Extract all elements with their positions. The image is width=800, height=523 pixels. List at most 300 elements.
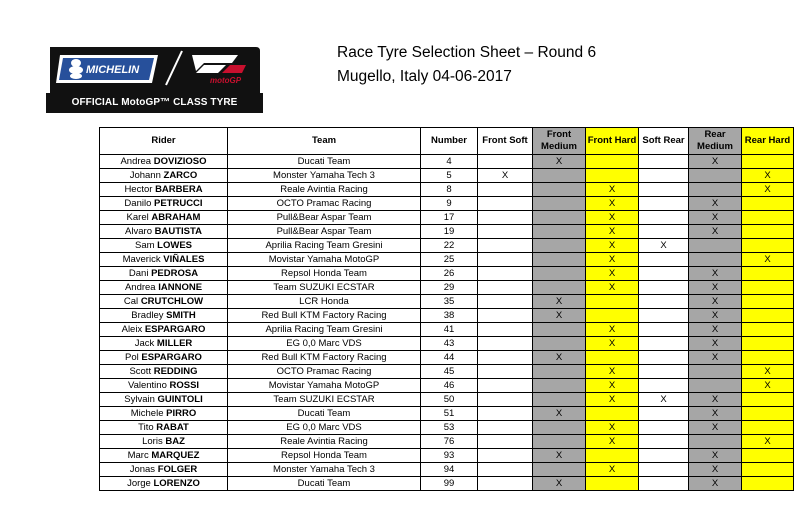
rider-last-name: ROSSI xyxy=(169,380,200,391)
cell-rear-medium: X xyxy=(689,323,742,337)
rider-last-name: LOWES xyxy=(157,240,193,251)
cell-number: 50 xyxy=(421,393,478,407)
cell-rear-medium: X xyxy=(689,197,742,211)
table-row xyxy=(100,239,794,253)
cell-rear-hard: X xyxy=(742,183,794,197)
cell-rear-medium: X xyxy=(689,309,742,323)
cell-team: Ducati Team xyxy=(228,477,421,491)
cell-team: Repsol Honda Team xyxy=(228,267,421,281)
cell-front-medium: X xyxy=(533,449,586,463)
cell-front-medium xyxy=(533,365,586,379)
rider-first-name: Sylvain xyxy=(124,394,155,405)
logo-caption-official: OFFICIAL xyxy=(71,97,119,108)
cell-front-medium xyxy=(533,253,586,267)
header-rear-hard: Rear Hard xyxy=(742,128,794,155)
cell-number: 43 xyxy=(421,337,478,351)
cell-front-soft xyxy=(478,211,533,225)
cell-front-medium xyxy=(533,337,586,351)
table-row xyxy=(100,365,794,379)
cell-front-soft xyxy=(478,379,533,393)
cell-rear-medium: X xyxy=(689,393,742,407)
cell-team: Reale Avintia Racing xyxy=(228,435,421,449)
tyre-selection-table xyxy=(99,127,794,491)
cell-front-soft xyxy=(478,225,533,239)
rider-first-name: Johann xyxy=(129,170,161,181)
rider-last-name: ABRAHAM xyxy=(151,212,201,223)
cell-number: 4 xyxy=(421,155,478,169)
cell-rear-hard xyxy=(742,351,794,365)
cell-rear-hard xyxy=(742,225,794,239)
cell-number: 29 xyxy=(421,281,478,295)
cell-team: LCR Honda xyxy=(228,295,421,309)
table-header-row xyxy=(100,128,794,155)
cell-front-hard xyxy=(586,449,639,463)
cell-number: 38 xyxy=(421,309,478,323)
cell-rear-hard xyxy=(742,421,794,435)
cell-front-medium xyxy=(533,463,586,477)
cell-rear-hard xyxy=(742,323,794,337)
cell-team: Ducati Team xyxy=(228,155,421,169)
cell-front-soft: X xyxy=(478,169,533,183)
rider-last-name: MARQUEZ xyxy=(151,450,200,461)
header-front-medium: Front Medium xyxy=(533,128,586,155)
cell-front-medium xyxy=(533,435,586,449)
cell-rear-hard xyxy=(742,449,794,463)
cell-front-medium: X xyxy=(533,155,586,169)
table-row xyxy=(100,211,794,225)
cell-number: 46 xyxy=(421,379,478,393)
cell-soft-rear xyxy=(639,337,689,351)
rider-first-name: Aleix xyxy=(121,324,143,335)
cell-rider xyxy=(100,435,228,449)
rider-first-name: Karel xyxy=(126,212,149,223)
cell-rear-hard xyxy=(742,407,794,421)
cell-soft-rear xyxy=(639,449,689,463)
cell-rear-hard: X xyxy=(742,169,794,183)
cell-front-medium xyxy=(533,267,586,281)
cell-front-soft xyxy=(478,421,533,435)
cell-number: 35 xyxy=(421,295,478,309)
rider-first-name: Alvaro xyxy=(125,226,152,237)
logo-artwork xyxy=(46,41,263,93)
cell-soft-rear xyxy=(639,463,689,477)
cell-soft-rear xyxy=(639,281,689,295)
cell-rider xyxy=(100,365,228,379)
cell-number: 26 xyxy=(421,267,478,281)
cell-front-soft xyxy=(478,267,533,281)
rider-first-name: Tito xyxy=(138,422,154,433)
cell-number: 9 xyxy=(421,197,478,211)
cell-rider xyxy=(100,309,228,323)
cell-rear-medium xyxy=(689,379,742,393)
cell-front-hard xyxy=(586,155,639,169)
cell-rear-hard xyxy=(742,463,794,477)
cell-soft-rear xyxy=(639,253,689,267)
cell-front-soft xyxy=(478,365,533,379)
cell-rider xyxy=(100,379,228,393)
cell-soft-rear xyxy=(639,323,689,337)
cell-front-soft xyxy=(478,253,533,267)
cell-team: Red Bull KTM Factory Racing xyxy=(228,351,421,365)
table-row xyxy=(100,183,794,197)
table-row xyxy=(100,379,794,393)
cell-rear-hard xyxy=(742,295,794,309)
cell-rear-medium: X xyxy=(689,295,742,309)
michelin-wordmark: MICHELIN xyxy=(86,64,140,76)
cell-team: Movistar Yamaha MotoGP xyxy=(228,253,421,267)
cell-rear-hard: X xyxy=(742,379,794,393)
rider-first-name: Andrea xyxy=(120,156,152,167)
cell-team: Pull&Bear Aspar Team xyxy=(228,211,421,225)
rider-first-name: Michele xyxy=(130,408,164,419)
rider-first-name: Scott xyxy=(129,366,152,377)
cell-rear-hard xyxy=(742,393,794,407)
cell-soft-rear xyxy=(639,169,689,183)
rider-first-name: Maverick xyxy=(122,254,161,265)
page-subtitle: Mugello, Italy 04-06-2017 xyxy=(337,68,512,85)
cell-soft-rear xyxy=(639,267,689,281)
cell-number: 51 xyxy=(421,407,478,421)
cell-rear-hard xyxy=(742,197,794,211)
cell-rear-hard xyxy=(742,337,794,351)
rider-last-name: ZARCO xyxy=(163,170,198,181)
cell-team: OCTO Pramac Racing xyxy=(228,365,421,379)
cell-front-hard: X xyxy=(586,421,639,435)
cell-number: 8 xyxy=(421,183,478,197)
cell-front-medium xyxy=(533,211,586,225)
cell-rider xyxy=(100,407,228,421)
cell-front-hard: X xyxy=(586,463,639,477)
cell-rear-medium xyxy=(689,169,742,183)
cell-team: Movistar Yamaha MotoGP xyxy=(228,379,421,393)
header-rider: Rider xyxy=(100,128,228,155)
cell-rear-hard xyxy=(742,239,794,253)
table-row xyxy=(100,197,794,211)
cell-rider xyxy=(100,267,228,281)
cell-front-medium: X xyxy=(533,407,586,421)
cell-soft-rear xyxy=(639,407,689,421)
table-row xyxy=(100,267,794,281)
rider-first-name: Hector xyxy=(124,184,153,195)
rider-last-name: MILLER xyxy=(156,338,193,349)
cell-rear-medium: X xyxy=(689,449,742,463)
cell-rider xyxy=(100,183,228,197)
rider-first-name: Loris xyxy=(142,436,163,447)
cell-team: Monster Yamaha Tech 3 xyxy=(228,463,421,477)
cell-rear-medium xyxy=(689,239,742,253)
cell-soft-rear: X xyxy=(639,393,689,407)
cell-front-hard: X xyxy=(586,253,639,267)
cell-soft-rear xyxy=(639,211,689,225)
cell-front-soft xyxy=(478,463,533,477)
cell-front-hard: X xyxy=(586,197,639,211)
cell-team: Pull&Bear Aspar Team xyxy=(228,225,421,239)
table-row xyxy=(100,309,794,323)
cell-rider xyxy=(100,239,228,253)
cell-soft-rear xyxy=(639,351,689,365)
rider-first-name: Bradley xyxy=(131,310,164,321)
cell-front-hard: X xyxy=(586,323,639,337)
cell-front-medium xyxy=(533,393,586,407)
header-team: Team xyxy=(228,128,421,155)
cell-rear-medium: X xyxy=(689,407,742,421)
cell-rider xyxy=(100,197,228,211)
header-front-hard: Front Hard xyxy=(586,128,639,155)
cell-number: 45 xyxy=(421,365,478,379)
cell-rear-hard xyxy=(742,211,794,225)
cell-team: Aprilia Racing Team Gresini xyxy=(228,323,421,337)
cell-rear-medium: X xyxy=(689,421,742,435)
cell-front-hard xyxy=(586,407,639,421)
cell-number: 25 xyxy=(421,253,478,267)
rider-last-name: ESPARGARO xyxy=(141,352,202,363)
cell-front-hard xyxy=(586,169,639,183)
cell-number: 94 xyxy=(421,463,478,477)
cell-rider xyxy=(100,449,228,463)
rider-last-name: RABAT xyxy=(156,422,189,433)
rider-first-name: Valentino xyxy=(127,380,167,391)
cell-front-soft xyxy=(478,449,533,463)
cell-front-hard xyxy=(586,295,639,309)
cell-rider xyxy=(100,351,228,365)
cell-soft-rear xyxy=(639,295,689,309)
cell-front-soft xyxy=(478,393,533,407)
cell-rear-medium: X xyxy=(689,225,742,239)
cell-team: Monster Yamaha Tech 3 xyxy=(228,169,421,183)
cell-rider xyxy=(100,281,228,295)
cell-rear-hard: X xyxy=(742,435,794,449)
cell-soft-rear xyxy=(639,183,689,197)
table-row xyxy=(100,323,794,337)
cell-rear-medium: X xyxy=(689,281,742,295)
table-row xyxy=(100,463,794,477)
rider-first-name: Jonas xyxy=(129,464,156,475)
cell-number: 76 xyxy=(421,435,478,449)
rider-last-name: CRUTCHLOW xyxy=(140,296,204,307)
cell-rear-medium xyxy=(689,365,742,379)
table-row xyxy=(100,351,794,365)
cell-front-medium: X xyxy=(533,309,586,323)
cell-rear-medium xyxy=(689,253,742,267)
table-body xyxy=(100,155,794,491)
header-front-soft: Front Soft xyxy=(478,128,533,155)
cell-rear-hard: X xyxy=(742,365,794,379)
cell-front-medium xyxy=(533,169,586,183)
rider-last-name: GUINTOLI xyxy=(157,394,203,405)
cell-front-medium xyxy=(533,281,586,295)
cell-soft-rear xyxy=(639,435,689,449)
cell-team: Team SUZUKI ECSTAR xyxy=(228,281,421,295)
cell-front-soft xyxy=(478,281,533,295)
cell-rear-medium: X xyxy=(689,463,742,477)
cell-rear-medium: X xyxy=(689,351,742,365)
cell-rear-medium xyxy=(689,435,742,449)
table-row xyxy=(100,281,794,295)
cell-soft-rear xyxy=(639,477,689,491)
cell-rear-hard: X xyxy=(742,253,794,267)
cell-front-hard xyxy=(586,477,639,491)
cell-front-hard: X xyxy=(586,337,639,351)
cell-rider xyxy=(100,337,228,351)
cell-team: Team SUZUKI ECSTAR xyxy=(228,393,421,407)
cell-front-soft xyxy=(478,295,533,309)
rider-last-name: ESPARGARO xyxy=(144,324,206,335)
cell-team: Aprilia Racing Team Gresini xyxy=(228,239,421,253)
cell-front-hard: X xyxy=(586,435,639,449)
header-number: Number xyxy=(421,128,478,155)
cell-front-medium: X xyxy=(533,351,586,365)
cell-rear-medium: X xyxy=(689,211,742,225)
cell-number: 41 xyxy=(421,323,478,337)
cell-front-hard: X xyxy=(586,183,639,197)
cell-front-soft xyxy=(478,155,533,169)
rider-last-name: BAZ xyxy=(165,436,185,447)
cell-rider xyxy=(100,323,228,337)
cell-rear-medium xyxy=(689,183,742,197)
cell-front-medium xyxy=(533,183,586,197)
rider-last-name: REDDING xyxy=(153,366,198,377)
cell-rider xyxy=(100,169,228,183)
table-row xyxy=(100,421,794,435)
cell-team: Reale Avintia Racing xyxy=(228,183,421,197)
table-row xyxy=(100,407,794,421)
cell-front-medium xyxy=(533,379,586,393)
cell-number: 99 xyxy=(421,477,478,491)
rider-last-name: SMITH xyxy=(166,310,196,321)
rider-last-name: IANNONE xyxy=(158,282,203,293)
table-row xyxy=(100,477,794,491)
rider-first-name: Jack xyxy=(134,338,155,349)
cell-front-soft xyxy=(478,407,533,421)
cell-front-hard: X xyxy=(586,225,639,239)
cell-rider xyxy=(100,463,228,477)
cell-front-medium xyxy=(533,323,586,337)
cell-rear-hard xyxy=(742,281,794,295)
rider-last-name: DOVIZIOSO xyxy=(153,156,207,167)
cell-rear-hard xyxy=(742,267,794,281)
cell-soft-rear xyxy=(639,309,689,323)
cell-front-medium xyxy=(533,239,586,253)
rider-first-name: Marc xyxy=(127,450,149,461)
cell-soft-rear xyxy=(639,155,689,169)
cell-soft-rear xyxy=(639,421,689,435)
rider-last-name: VIÑALES xyxy=(163,254,205,265)
cell-team: Red Bull KTM Factory Racing xyxy=(228,309,421,323)
cell-rider xyxy=(100,477,228,491)
table-row xyxy=(100,169,794,183)
cell-front-hard: X xyxy=(586,211,639,225)
cell-front-medium xyxy=(533,197,586,211)
cell-front-soft xyxy=(478,183,533,197)
cell-soft-rear xyxy=(639,379,689,393)
cell-front-hard: X xyxy=(586,267,639,281)
cell-team: Repsol Honda Team xyxy=(228,449,421,463)
rider-first-name: Danilo xyxy=(124,198,152,209)
cell-soft-rear xyxy=(639,197,689,211)
cell-front-hard: X xyxy=(586,239,639,253)
cell-rider xyxy=(100,211,228,225)
rider-last-name: BAUTISTA xyxy=(154,226,202,237)
cell-front-soft xyxy=(478,309,533,323)
motogp-wordmark: motoGP xyxy=(210,76,242,85)
cell-front-soft xyxy=(478,351,533,365)
cell-front-medium xyxy=(533,421,586,435)
cell-number: 93 xyxy=(421,449,478,463)
cell-front-hard xyxy=(586,351,639,365)
cell-soft-rear xyxy=(639,225,689,239)
cell-rear-medium: X xyxy=(689,477,742,491)
rider-first-name: Pol xyxy=(125,352,139,363)
cell-front-soft xyxy=(478,435,533,449)
cell-number: 5 xyxy=(421,169,478,183)
page-title: Race Tyre Selection Sheet – Round 6 xyxy=(337,44,597,61)
table-row xyxy=(100,435,794,449)
header-rear-medium: Rear Medium xyxy=(689,128,742,155)
rider-last-name: PETRUCCI xyxy=(154,198,203,209)
cell-team: EG 0,0 Marc VDS xyxy=(228,421,421,435)
cell-rider xyxy=(100,155,228,169)
cell-front-soft xyxy=(478,477,533,491)
rider-last-name: LORENZO xyxy=(153,478,200,489)
cell-front-soft xyxy=(478,239,533,253)
cell-front-hard: X xyxy=(586,393,639,407)
rider-first-name: Cal xyxy=(123,296,139,307)
cell-rider xyxy=(100,225,228,239)
table-row xyxy=(100,449,794,463)
table-row xyxy=(100,337,794,351)
cell-team: EG 0,0 Marc VDS xyxy=(228,337,421,351)
cell-rider xyxy=(100,295,228,309)
cell-soft-rear xyxy=(639,365,689,379)
cell-front-soft xyxy=(478,337,533,351)
rider-last-name: PIRRO xyxy=(166,408,197,419)
cell-front-medium xyxy=(533,225,586,239)
rider-last-name: BARBERA xyxy=(155,184,203,195)
header-soft-rear: Soft Rear xyxy=(639,128,689,155)
logo-caption-rest: MotoGP™ CLASS TYRE xyxy=(121,97,238,108)
cell-number: 19 xyxy=(421,225,478,239)
cell-rider xyxy=(100,421,228,435)
table-row xyxy=(100,295,794,309)
cell-rear-medium: X xyxy=(689,267,742,281)
cell-number: 17 xyxy=(421,211,478,225)
cell-rear-hard xyxy=(742,155,794,169)
cell-front-medium: X xyxy=(533,295,586,309)
logo-caption xyxy=(46,93,263,113)
rider-first-name: Dani xyxy=(128,268,149,279)
table-row xyxy=(100,225,794,239)
michelin-motogp-logo xyxy=(46,41,263,113)
cell-rear-medium: X xyxy=(689,337,742,351)
cell-number: 53 xyxy=(421,421,478,435)
cell-front-hard xyxy=(586,309,639,323)
rider-first-name: Jorge xyxy=(127,478,151,489)
cell-front-soft xyxy=(478,197,533,211)
cell-rear-hard xyxy=(742,309,794,323)
cell-front-hard: X xyxy=(586,365,639,379)
cell-number: 44 xyxy=(421,351,478,365)
table-row xyxy=(100,253,794,267)
table-row xyxy=(100,155,794,169)
rider-last-name: PEDROSA xyxy=(151,268,199,279)
cell-soft-rear: X xyxy=(639,239,689,253)
cell-front-soft xyxy=(478,323,533,337)
rider-first-name: Sam xyxy=(134,240,155,251)
cell-rear-hard xyxy=(742,477,794,491)
cell-number: 22 xyxy=(421,239,478,253)
cell-rear-medium: X xyxy=(689,155,742,169)
cell-team: Ducati Team xyxy=(228,407,421,421)
